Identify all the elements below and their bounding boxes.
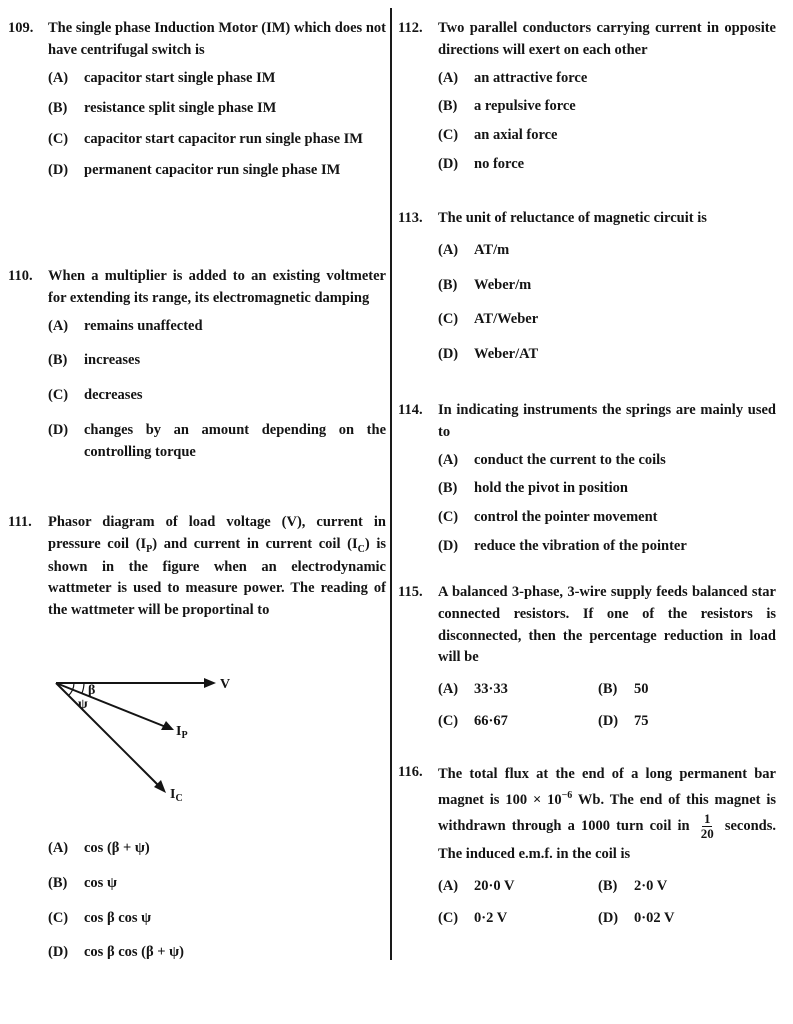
option-c[interactable] xyxy=(48,129,386,151)
option-text: Weber/AT xyxy=(474,346,539,362)
option-label: (D) xyxy=(598,712,619,729)
option-text: hold the pivot in position xyxy=(474,480,628,497)
option-d[interactable] xyxy=(438,536,776,558)
question-number: 116. xyxy=(398,764,423,780)
fraction: $\frac{1}{20}$ xyxy=(700,811,714,842)
option-b[interactable] xyxy=(598,876,758,898)
option-text: control the pointer movement xyxy=(474,509,658,525)
option-label: (D) xyxy=(438,346,459,362)
option-text: AT/Weber xyxy=(474,311,539,328)
option-label: (A) xyxy=(438,451,459,468)
option-text: resistance split single phase IM xyxy=(84,100,277,117)
option-d[interactable] xyxy=(48,160,386,182)
option-text: 50 xyxy=(634,681,649,697)
question-111-options xyxy=(8,838,386,977)
option-label: (C) xyxy=(48,387,69,403)
current-coil-current-phasor xyxy=(56,683,160,787)
question-number: 115. xyxy=(398,584,423,600)
option-label: (B) xyxy=(48,874,68,891)
option-text: 0·2 V xyxy=(474,910,508,927)
option-text: cos β cos ψ xyxy=(84,909,152,926)
option-text: 33·33 xyxy=(474,681,508,697)
option-label: (C) xyxy=(438,311,459,328)
phasor-diagram xyxy=(48,665,268,825)
option-label: (B) xyxy=(438,276,458,293)
option-text: 66·67 xyxy=(474,712,508,729)
option-text: decreases xyxy=(84,387,143,403)
question-text: When a multiplier is added to an existing voltmeter for extending its range, its electromagnetic damping xyxy=(48,268,386,306)
option-text: cos β cos (β + ψ) xyxy=(84,944,184,961)
option-d[interactable] xyxy=(438,344,776,366)
question-112 xyxy=(398,18,776,183)
option-text: remains unaffected xyxy=(84,317,203,334)
option-c[interactable] xyxy=(438,908,598,930)
option-text: cos (β + ψ) xyxy=(84,840,150,856)
option-b[interactable] xyxy=(48,350,386,372)
option-text: no force xyxy=(474,155,525,172)
option-label: (B) xyxy=(48,352,68,369)
question-text: The single phase Induction Motor (IM) which does not have centrifugal switch is xyxy=(48,20,386,58)
option-label: (A) xyxy=(48,69,69,86)
option-label: (B) xyxy=(48,100,68,117)
question-text: Two parallel conductors carrying current in opposite directions will exert on each other xyxy=(438,20,776,58)
option-c[interactable] xyxy=(48,385,386,407)
option-text: a repulsive force xyxy=(474,98,576,115)
question-110 xyxy=(8,266,386,476)
column-divider xyxy=(390,8,392,960)
option-b[interactable] xyxy=(48,98,386,120)
question-111 xyxy=(8,512,386,622)
option-text: conduct the current to the coils xyxy=(474,451,666,468)
option-a[interactable] xyxy=(438,876,598,898)
option-label: (C) xyxy=(438,910,459,927)
option-text: 0·02 V xyxy=(634,910,675,927)
option-a[interactable] xyxy=(48,838,386,860)
option-label: (A) xyxy=(438,878,459,895)
option-label: (D) xyxy=(48,421,69,438)
label-ip: $I_P$ xyxy=(176,724,188,741)
option-c[interactable] xyxy=(438,507,776,529)
option-c[interactable] xyxy=(438,309,776,331)
option-text: AT/m xyxy=(474,241,510,258)
option-label: (D) xyxy=(48,161,69,178)
question-number: 111. xyxy=(8,514,32,530)
option-text: an attractive force xyxy=(474,69,588,86)
option-b[interactable] xyxy=(438,478,776,500)
label-beta: β xyxy=(88,683,96,698)
label-psi: ψ xyxy=(78,697,88,712)
option-text: reduce the vibration of the pointer xyxy=(474,537,687,554)
option-text: cos ψ xyxy=(84,874,117,891)
label-v: V xyxy=(220,677,231,692)
option-a[interactable] xyxy=(438,68,776,90)
option-d[interactable] xyxy=(598,908,758,930)
option-a[interactable] xyxy=(438,679,598,701)
question-text: A balanced 3-phase, 3-wire supply feeds balanced star connected resistors. If one of the resistors is disconnected, then the percentage reduction in load will be xyxy=(438,584,776,666)
option-b[interactable] xyxy=(438,275,776,297)
option-label: (D) xyxy=(438,155,459,172)
option-text: permanent capacitor run single phase IM xyxy=(84,161,341,178)
option-d[interactable] xyxy=(598,711,758,733)
option-a[interactable] xyxy=(48,316,386,338)
option-label: (C) xyxy=(48,909,69,926)
option-label: (B) xyxy=(598,681,618,697)
option-text: 20·0 V xyxy=(474,878,515,895)
question-number: 110. xyxy=(8,268,33,284)
question-109 xyxy=(8,18,386,191)
option-text: 2·0 V xyxy=(634,878,668,895)
question-text: The total flux at the end of a long permanent bar magnet is $100 \times 10^{-6}$ Wb. The end of this magnet is withdrawn through a 1000 turn coil in $\frac{1}{20}$ seconds. The induced e.m.f. in the coil is xyxy=(438,766,776,862)
question-text: In indicating instruments the springs are mainly used to xyxy=(438,402,776,440)
option-label: (B) xyxy=(438,98,458,115)
option-label: (C) xyxy=(48,131,69,147)
option-d[interactable] xyxy=(48,420,386,464)
option-d[interactable] xyxy=(438,154,776,176)
question-number: 112. xyxy=(398,20,423,36)
option-text: capacitor start single phase IM xyxy=(84,69,276,86)
option-text: increases xyxy=(84,352,141,369)
option-label: (B) xyxy=(438,480,458,497)
option-label: (A) xyxy=(438,69,459,86)
question-116 xyxy=(398,762,776,930)
option-label: (C) xyxy=(438,127,459,143)
option-b[interactable] xyxy=(438,96,776,118)
option-b[interactable] xyxy=(48,873,386,895)
option-label: (D) xyxy=(598,910,619,927)
option-a[interactable] xyxy=(48,68,386,90)
option-a[interactable] xyxy=(438,240,776,262)
question-number: 113. xyxy=(398,210,423,226)
option-text: 75 xyxy=(634,712,649,729)
option-c[interactable] xyxy=(48,908,386,930)
option-c[interactable] xyxy=(438,125,776,147)
label-ic: $I_C$ xyxy=(170,787,183,804)
angle-arc-beta xyxy=(82,683,84,693)
option-c[interactable] xyxy=(438,711,598,733)
option-label: (C) xyxy=(438,509,459,525)
option-label: (A) xyxy=(438,241,459,258)
question-number: 114. xyxy=(398,402,423,418)
question-text: Phasor diagram of load voltage (V), current in pressure coil $(I_P)$ and current in current coil $(I_C)$ is shown in the figure when an electrodynamic wattmeter is used to measure power. The reading of the wattmeter will be proportinal to xyxy=(48,514,386,619)
question-115 xyxy=(398,582,776,733)
option-text: capacitor start capacitor run single phase IM xyxy=(84,131,363,147)
question-113 xyxy=(398,208,776,379)
option-label: (A) xyxy=(438,681,459,697)
question-text: The unit of reluctance of magnetic circuit is xyxy=(438,210,707,226)
option-text: Weber/m xyxy=(474,276,532,293)
option-b[interactable] xyxy=(598,679,758,701)
option-label: (A) xyxy=(48,840,69,856)
option-label: (A) xyxy=(48,317,69,334)
option-text: changes by an amount depending on the controlling torque xyxy=(84,421,386,460)
question-114 xyxy=(398,400,776,565)
option-text: an axial force xyxy=(474,127,558,143)
option-a[interactable] xyxy=(438,450,776,472)
option-label: (D) xyxy=(438,537,459,554)
arrowhead-v xyxy=(204,678,216,688)
option-label: (C) xyxy=(438,712,459,729)
option-label: (B) xyxy=(598,878,618,895)
option-d[interactable] xyxy=(48,942,386,964)
question-number: 109. xyxy=(8,20,34,36)
option-label: (D) xyxy=(48,944,69,961)
